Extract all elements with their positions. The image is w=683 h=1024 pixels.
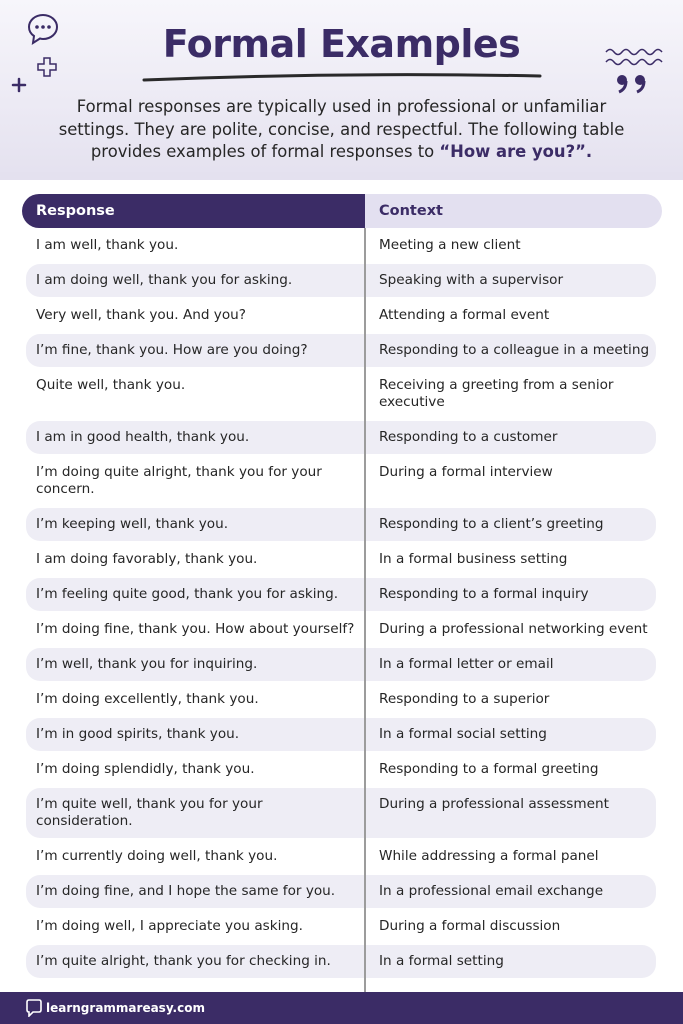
table-row — [22, 682, 662, 717]
table-header — [22, 194, 662, 228]
table-row — [22, 455, 662, 507]
context-cell: Responding to a customer — [379, 429, 558, 445]
context-cell: Responding to a formal greeting — [379, 761, 599, 777]
column-divider — [364, 228, 366, 992]
page-title: Formal Examples — [162, 22, 521, 66]
response-cell: I’m feeling quite good, thank you for asking. — [36, 586, 339, 602]
response-cell: I’m currently doing well, thank you. — [36, 848, 278, 864]
table-body — [22, 228, 662, 979]
header-response: Response — [22, 194, 365, 228]
table-row — [22, 909, 662, 944]
context-cell: While addressing a formal panel — [379, 848, 599, 864]
response-cell: I’m doing excellently, thank you. — [36, 691, 259, 707]
table-row — [22, 542, 662, 577]
table-row — [22, 298, 662, 333]
context-cell: Responding to a colleague in a meeting — [379, 342, 650, 358]
context-cell: Speaking with a supervisor — [379, 272, 564, 288]
table-row — [22, 577, 662, 612]
table-row — [22, 647, 662, 682]
context-cell: Responding to a superior — [379, 691, 550, 707]
plus-icon — [11, 77, 27, 93]
response-cell: Very well, thank you. And you? — [36, 307, 246, 323]
context-cell: In a formal social setting — [379, 726, 547, 742]
response-cell: I’m quite alright, thank you for checking in. — [36, 953, 331, 969]
table-row — [22, 839, 662, 874]
context-cell: In a formal business setting — [379, 551, 568, 567]
intro-paragraph — [40, 96, 643, 164]
scalloped-edge — [0, 172, 683, 186]
context-cell: During a professional networking event — [379, 621, 648, 637]
context-cell: Responding to a formal inquiry — [379, 586, 589, 602]
context-cell: During a professional assessment — [379, 796, 609, 812]
intro-text: Formal responses are typically used in professional or unfamiliar settings. They are polite, concise, and respectful. The following table provides examples of formal responses to — [58, 97, 625, 161]
context-cell: In a professional email exchange — [379, 883, 604, 899]
table-row — [22, 228, 662, 263]
response-cell: I’m doing quite alright, thank you for your concern. — [36, 464, 322, 497]
intro-highlight: “How are you?”. — [439, 142, 593, 161]
response-cell: I’m in good spirits, thank you. — [36, 726, 240, 742]
response-cell: I’m doing fine, and I hope the same for you. — [36, 883, 336, 899]
response-cell: I’m doing well, I appreciate you asking. — [36, 918, 303, 934]
title-underline — [140, 70, 544, 84]
table-row — [22, 944, 662, 979]
context-cell: Meeting a new client — [379, 237, 521, 253]
response-cell: I am well, thank you. — [36, 237, 179, 253]
response-cell: I’m doing splendidly, thank you. — [36, 761, 255, 777]
table-row — [22, 612, 662, 647]
table-row — [22, 333, 662, 368]
context-cell: In a formal letter or email — [379, 656, 554, 672]
footer-bar — [0, 992, 683, 1024]
context-cell: Responding to a client’s greeting — [379, 516, 604, 532]
site-url[interactable]: learngrammareasy.com — [46, 1001, 205, 1015]
table-row — [22, 507, 662, 542]
table-row — [22, 368, 662, 420]
table-row — [22, 787, 662, 839]
context-cell: Receiving a greeting from a senior executive — [379, 377, 614, 410]
response-cell: I am in good health, thank you. — [36, 429, 250, 445]
context-cell: During a formal interview — [379, 464, 553, 480]
context-cell: During a formal discussion — [379, 918, 561, 934]
examples-table — [22, 194, 662, 979]
response-cell: I’m well, thank you for inquiring. — [36, 656, 258, 672]
table-row — [22, 752, 662, 787]
table-row — [22, 874, 662, 909]
response-cell: Quite well, thank you. — [36, 377, 186, 393]
table-row — [22, 420, 662, 455]
response-cell: I’m keeping well, thank you. — [36, 516, 229, 532]
response-cell: I am doing favorably, thank you. — [36, 551, 258, 567]
context-cell: Attending a formal event — [379, 307, 550, 323]
response-cell: I am doing well, thank you for asking. — [36, 272, 293, 288]
table-row — [22, 717, 662, 752]
context-cell: In a formal setting — [379, 953, 504, 969]
response-cell: I’m quite well, thank you for your consideration. — [36, 796, 263, 829]
response-cell: I’m doing fine, thank you. How about yourself? — [36, 621, 355, 637]
quote-marks-icon — [614, 74, 650, 94]
response-cell: I’m fine, thank you. How are you doing? — [36, 342, 308, 358]
table-row — [22, 263, 662, 298]
header-context: Context — [365, 194, 662, 228]
chat-logo-icon — [26, 999, 42, 1017]
